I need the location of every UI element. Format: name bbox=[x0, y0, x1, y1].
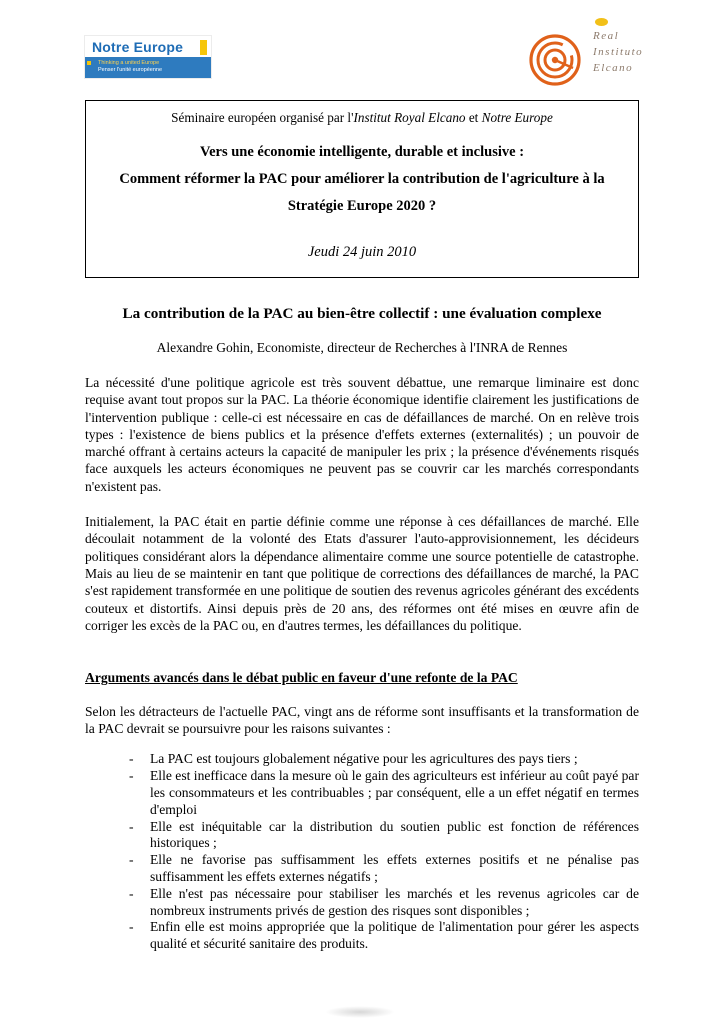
list-item bbox=[85, 768, 639, 818]
bullet-dash-icon: - bbox=[129, 852, 134, 868]
list-item bbox=[85, 919, 639, 953]
bullet-text: Elle n'est pas nécessaire pour stabiliser les marchés et les revenus agricoles car de nombreux instruments privés de gestion des risques sont disponibles ; bbox=[150, 885, 639, 918]
bullet-dash-icon: - bbox=[129, 919, 134, 935]
bullet-dash-icon: - bbox=[129, 885, 134, 901]
seminar-header-box bbox=[85, 100, 639, 278]
scan-artifact bbox=[325, 1006, 395, 1018]
seminar-date: Jeudi 24 juin 2010 bbox=[307, 244, 417, 260]
seminar-connector: et bbox=[465, 110, 482, 125]
seminar-organizer-line bbox=[94, 110, 630, 126]
list-item bbox=[85, 852, 639, 886]
bullet-dash-icon: - bbox=[129, 751, 134, 767]
paragraph-1: La nécessité d'une politique agricole est très souvent débattue, une remarque liminaire est donc requise avant tout propos sur la PAC. La théorie économique identifie clairement les justifications de l'intervention publique : celle-ci est nécessaire en cas de défaillances de marché. On en relève trois types : l'existence de biens publics et la présence d'effets externes (externalités) ; un pouvoir de marché offrant à certains acteurs la capacité de manipuler les prix ; la présence d'événements risqués face auxquels les acteurs économiques ne peuvent pas se couvrir car les marchés correspondants n'existent pas. bbox=[85, 375, 639, 494]
article-author: Alexandre Gohin, Economiste, directeur de Recherches à l'INRA de Rennes bbox=[156, 340, 568, 355]
seminar-title bbox=[94, 139, 630, 220]
list-item bbox=[85, 819, 639, 853]
seminar-title-line3: Stratégie Europe 2020 ? bbox=[287, 198, 437, 214]
seminar-title-line1: Vers une économie intelligente, durable et inclusive : bbox=[199, 144, 525, 160]
bullet-text: Elle ne favorise pas suffisamment les effets externes positifs et ne pénalise pas suffisamment les effets externes négatifs ; bbox=[150, 852, 639, 884]
document-body bbox=[85, 0, 639, 953]
bullet-list bbox=[85, 751, 639, 953]
paragraph-2: Initialement, la PAC était en partie définie comme une réponse à ces défaillances de marché. Elle découlait notamment de la volonté des Etats d'assurer l'auto-approvisionnement, les décideurs politiques considérant alors la dépendance alimentaire comme une source potentielle de catastrophe. Mais au lieu de se maintenir en tant que politique de corrections des défaillances de marché, la PAC s'est rapidement transformée en une politique de soutien des revenus agricoles générant des excédents couteux et distortifs. Ainsi depuis près de 20 ans, des réformes ont été mises en œuvre afin de corriger les excès de la PAC ou, en d'autres termes, les défaillances du politique. bbox=[85, 514, 639, 633]
seminar-title-line2: Comment réformer la PAC pour améliorer la contribution de l'agriculture à la bbox=[119, 171, 605, 187]
notre-europe-tagline-fr: Penser l'unité européenne bbox=[98, 67, 163, 73]
notre-europe-tagline-en: Thinking a united Europe bbox=[98, 60, 160, 66]
bullet-text: Elle est inéquitable car la distribution du soutien public est fonction de références historiques ; bbox=[150, 818, 639, 851]
list-item bbox=[85, 886, 639, 920]
seminar-prefix: Séminaire européen organisé par l' bbox=[171, 110, 354, 125]
bullet-text: Enfin elle est moins appropriée que la politique de l'alimentation pour gérer les aspects qualité et sécurité sanitaire des produits. bbox=[150, 919, 639, 952]
list-item bbox=[85, 751, 639, 768]
bullet-dash-icon: - bbox=[129, 768, 134, 784]
elcano-text-line3: Elcano bbox=[593, 62, 634, 74]
section-heading: Arguments avancés dans le débat public en faveur d'une refonte de la PAC bbox=[85, 670, 518, 686]
seminar-organizer-notre-europe: Notre Europe bbox=[481, 110, 553, 125]
notre-europe-logo-title: Notre Europe bbox=[92, 39, 184, 55]
elcano-text-line1: Real bbox=[593, 30, 620, 42]
list-intro: Selon les détracteurs de l'actuelle PAC, vingt ans de réforme sont insuffisants et la transformation de la PAC devrait se poursuivre pour les raisons suivantes : bbox=[85, 704, 639, 737]
bullet-text: Elle est inefficace dans la mesure où le gain des agriculteurs est inférieur au coût payé par les consommateurs et les contribuables ; par conséquent, elle a un effet négatif en termes d'emploi bbox=[150, 768, 639, 817]
bullet-text: La PAC est toujours globalement négative pour les agricultures des pays tiers ; bbox=[150, 751, 578, 767]
seminar-organizer-elcano: Institut Royal Elcano bbox=[353, 110, 466, 125]
bullet-dash-icon: - bbox=[129, 818, 134, 834]
elcano-text-line2: Instituto bbox=[593, 46, 644, 58]
article-title: La contribution de la PAC au bien-être collectif : une évaluation complexe bbox=[122, 305, 602, 322]
